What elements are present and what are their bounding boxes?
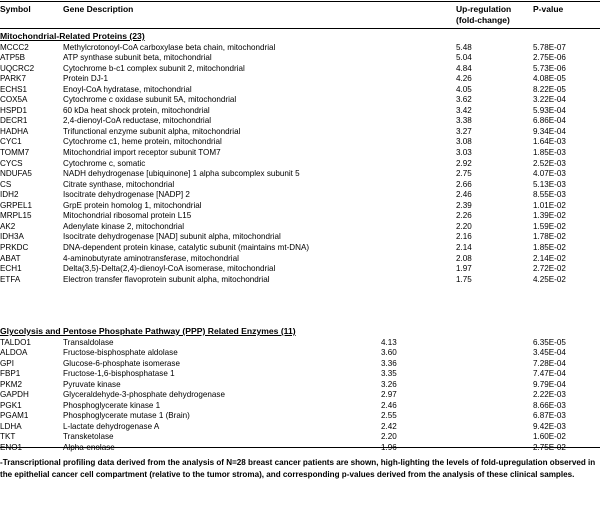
gene-symbol: IDH3A <box>0 232 24 242</box>
table-row <box>0 137 600 148</box>
gene-symbol: MCCC2 <box>0 42 29 52</box>
gene-description: Glucose-6-phosphate isomerase <box>63 358 180 368</box>
gene-description: Glyceraldehyde-3-phosphate dehydrogenase <box>63 390 225 400</box>
gene-symbol: ENO1 <box>0 443 23 452</box>
p-value: 9.34E-04 <box>533 126 566 136</box>
p-value: 2.72E-02 <box>533 264 566 274</box>
gene-description: Pyruvate kinase <box>63 379 121 389</box>
fold-change-value: 2.42 <box>381 421 397 431</box>
gene-description: 60 kDa heat shock protein, mitochondrial <box>63 105 210 115</box>
fold-change-value: 2.16 <box>456 232 472 242</box>
p-value: 1.85E-02 <box>533 242 566 252</box>
top-rule <box>0 1 600 2</box>
fold-change-value: 3.42 <box>456 105 472 115</box>
p-value: 4.25E-02 <box>533 274 566 284</box>
p-value: 9.79E-04 <box>533 379 566 389</box>
gene-symbol: DECR1 <box>0 116 28 126</box>
p-value: 4.08E-05 <box>533 74 566 84</box>
gene-symbol: PGK1 <box>0 400 22 410</box>
gene-symbol: ECH1 <box>0 264 22 274</box>
table-row <box>0 232 600 243</box>
gene-symbol: PGAM1 <box>0 411 29 421</box>
gene-description: Mitochondrial import receptor subunit TOM7 <box>63 148 221 157</box>
p-value: 8.66E-03 <box>533 400 566 410</box>
table-row <box>0 401 600 412</box>
gene-description: Fructose-bisphosphate aldolase <box>63 348 178 358</box>
table-row <box>0 390 600 401</box>
gene-description: Trifunctional enzyme subunit alpha, mitochondrial <box>63 126 241 136</box>
fold-change-value: 1.75 <box>456 274 472 284</box>
p-value: 1.78E-02 <box>533 232 566 242</box>
table-row <box>0 116 600 127</box>
table-row <box>0 222 600 233</box>
fold-change-value: 2.14 <box>456 242 472 252</box>
header-pvalue: P-value <box>533 4 564 14</box>
gene-symbol: CS <box>0 179 12 189</box>
p-value: 1.60E-02 <box>533 432 566 442</box>
table-row <box>0 95 600 106</box>
table-row <box>0 348 600 359</box>
p-value: 7.28E-04 <box>533 358 566 368</box>
fold-change-value: 2.75 <box>456 169 472 179</box>
table-row <box>0 411 600 422</box>
gene-description: Methylcrotonoyl-CoA carboxylase beta chain, mitochondrial <box>63 42 276 52</box>
header-rule <box>0 28 600 29</box>
bottom-rule <box>0 447 600 448</box>
gene-description: Alpha-enolase <box>63 443 115 452</box>
p-value: 5.13E-03 <box>533 179 566 189</box>
fold-change-value: 2.55 <box>381 411 397 421</box>
p-value: 5.73E-06 <box>533 63 566 73</box>
table-row <box>0 43 600 54</box>
fold-change-value: 3.36 <box>381 358 397 368</box>
fold-change-value: 2.97 <box>381 390 397 400</box>
gene-description: Adenylate kinase 2, mitochondrial <box>63 221 185 231</box>
gene-symbol: IDH2 <box>0 190 19 200</box>
fold-change-value: 3.08 <box>456 137 472 147</box>
p-value: 1.85E-03 <box>533 148 566 157</box>
gene-symbol: ABAT <box>0 253 21 263</box>
p-value: 8.55E-03 <box>533 190 566 200</box>
gene-description: Isocitrate dehydrogenase [NAD] subunit alpha, mitochondrial <box>63 232 281 242</box>
gene-description: Citrate synthase, mitochondrial <box>63 179 175 189</box>
gene-description: Mitochondrial ribosomal protein L15 <box>63 211 192 221</box>
gene-description: Cytochrome c oxidase subunit 5A, mitochondrial <box>63 95 237 105</box>
table-row <box>0 443 600 454</box>
p-value: 2.22E-03 <box>533 390 566 400</box>
p-value: 2.14E-02 <box>533 253 566 263</box>
table-row <box>0 275 600 286</box>
table-row <box>0 201 600 212</box>
table-row <box>0 254 600 265</box>
header-upregulation <box>456 4 511 26</box>
fold-change-value: 3.03 <box>456 148 472 157</box>
fold-change-value: 2.92 <box>456 158 472 168</box>
table-row <box>0 85 600 96</box>
gene-symbol: CYCS <box>0 158 23 168</box>
table-row <box>0 359 600 370</box>
gene-symbol: UQCRC2 <box>0 63 35 73</box>
p-value: 2.75E-06 <box>533 53 566 63</box>
gene-description: Isocitrate dehydrogenase [NADP] 2 <box>63 190 190 200</box>
p-value: 1.64E-03 <box>533 137 566 147</box>
gene-description: Cytochrome c1, heme protein, mitochondrial <box>63 137 222 147</box>
fold-change-value: 1.96 <box>381 443 397 452</box>
gene-description: NADH dehydrogenase [ubiquinone] 1 alpha subcomplex subunit 5 <box>63 169 300 179</box>
gene-symbol: LDHA <box>0 421 22 431</box>
fold-change-value: 3.60 <box>381 348 397 358</box>
table-row <box>0 422 600 433</box>
gene-symbol: TKT <box>0 432 16 442</box>
fold-change-value: 3.35 <box>381 369 397 379</box>
p-value: 3.22E-04 <box>533 95 566 105</box>
gene-description: Enoyl-CoA hydratase, mitochondrial <box>63 84 192 94</box>
table-row <box>0 106 600 117</box>
gene-description: DNA-dependent protein kinase, catalytic subunit (maintains mt-DNA) <box>63 242 310 252</box>
fold-change-value: 2.66 <box>456 179 472 189</box>
section-title-glycolysis: Glycolysis and Pentose Phosphate Pathway (PPP) Related Enzymes (11) <box>0 326 296 336</box>
fold-change-value: 5.04 <box>456 53 472 63</box>
gene-symbol: CYC1 <box>0 137 22 147</box>
gene-description: ATP synthase subunit beta, mitochondrial <box>63 53 212 63</box>
table-row <box>0 369 600 380</box>
p-value: 9.42E-03 <box>533 421 566 431</box>
header-upregulation-line2: (fold-change) <box>456 15 510 25</box>
gene-symbol: GPI <box>0 358 14 368</box>
gene-symbol: AK2 <box>0 221 16 231</box>
table-row <box>0 190 600 201</box>
p-value: 2.75E-02 <box>533 443 566 452</box>
p-value: 8.22E-05 <box>533 84 566 94</box>
table-row <box>0 74 600 85</box>
gene-symbol: FBP1 <box>0 369 21 379</box>
fold-change-value: 2.46 <box>456 190 472 200</box>
gene-description: Phosphoglycerate mutase 1 (Brain) <box>63 411 190 421</box>
gene-description: Transaldolase <box>63 337 114 347</box>
p-value: 3.45E-04 <box>533 348 566 358</box>
table-row <box>0 127 600 138</box>
p-value: 5.78E-07 <box>533 42 566 52</box>
gene-symbol: NDUFA5 <box>0 169 32 179</box>
fold-change-value: 5.48 <box>456 42 472 52</box>
section-title-mitochondrial: Mitochondrial-Related Proteins (23) <box>0 31 145 41</box>
gene-description: Fructose-1,6-bisphosphatase 1 <box>63 369 175 379</box>
gene-symbol: PKM2 <box>0 379 23 389</box>
gene-description: Delta(3,5)-Delta(2,4)-dienoyl-CoA isomerase, mitochondrial <box>63 264 276 274</box>
table-row <box>0 169 600 180</box>
fold-change-value: 3.38 <box>456 116 472 126</box>
gene-description: Protein DJ-1 <box>63 74 108 84</box>
gene-symbol: PRKDC <box>0 242 29 252</box>
table-row <box>0 338 600 349</box>
header-upregulation-line1: Up-regulation <box>456 4 512 14</box>
p-value: 6.86E-04 <box>533 116 566 126</box>
gene-symbol: HADHA <box>0 126 29 136</box>
fold-change-value: 2.46 <box>381 400 397 410</box>
table-row <box>0 380 600 391</box>
gene-symbol: ATP5B <box>0 53 26 63</box>
gene-symbol: PARK7 <box>0 74 26 84</box>
p-value: 1.59E-02 <box>533 221 566 231</box>
fold-change-value: 3.26 <box>381 379 397 389</box>
fold-change-value: 4.84 <box>456 63 472 73</box>
table-row <box>0 64 600 75</box>
header-description: Gene Description <box>63 4 134 14</box>
p-value: 4.07E-03 <box>533 169 566 179</box>
header-symbol: Symbol <box>0 4 31 14</box>
gene-symbol: TALDO1 <box>0 337 31 347</box>
fold-change-value: 3.27 <box>456 126 472 136</box>
gene-symbol: TOMM7 <box>0 148 30 157</box>
gene-description: Cytochrome b-c1 complex subunit 2, mitochondrial <box>63 63 245 73</box>
gene-description: GrpE protein homolog 1, mitochondrial <box>63 200 202 210</box>
gene-symbol: ECHS1 <box>0 84 27 94</box>
fold-change-value: 1.97 <box>456 264 472 274</box>
table-row <box>0 432 600 443</box>
fold-change-value: 2.26 <box>456 211 472 221</box>
table-row <box>0 243 600 254</box>
p-value: 1.01E-02 <box>533 200 566 210</box>
fold-change-value: 2.08 <box>456 253 472 263</box>
table-row <box>0 148 600 159</box>
gene-description: 4-aminobutyrate aminotransferase, mitochondrial <box>63 253 239 263</box>
p-value: 6.35E-05 <box>533 337 566 347</box>
gene-symbol: GRPEL1 <box>0 200 32 210</box>
fold-change-value: 2.39 <box>456 200 472 210</box>
gene-symbol: COX5A <box>0 95 28 105</box>
table-row <box>0 180 600 191</box>
table-row <box>0 211 600 222</box>
fold-change-value: 3.62 <box>456 95 472 105</box>
footnote: -Transcriptional profiling data derived from the analysis of N=28 breast cancer patients are shown, high-lighting the levels of fold-upregulation observed in the epithelial cancer cell compartment (relative to the tumor stroma), and corresponding p-values derived from the analysis of these clinical samples. <box>0 458 596 479</box>
gene-description: Electron transfer flavoprotein subunit alpha, mitochondrial <box>63 274 270 284</box>
table-row <box>0 53 600 64</box>
fold-change-value: 4.05 <box>456 84 472 94</box>
gene-symbol: HSPD1 <box>0 105 27 115</box>
gene-description: L-lactate dehydrogenase A <box>63 421 160 431</box>
gene-symbol: ALDOA <box>0 348 28 358</box>
p-value: 5.93E-04 <box>533 105 566 115</box>
fold-change-value: 4.26 <box>456 74 472 84</box>
gene-symbol: GAPDH <box>0 390 29 400</box>
gene-symbol: MRPL15 <box>0 211 32 221</box>
table-row <box>0 159 600 170</box>
p-value: 6.87E-03 <box>533 411 566 421</box>
gene-description: Phosphoglycerate kinase 1 <box>63 400 161 410</box>
p-value: 2.52E-03 <box>533 158 566 168</box>
fold-change-value: 2.20 <box>456 221 472 231</box>
fold-change-value: 2.20 <box>381 432 397 442</box>
gene-description: 2,4-dienoyl-CoA reductase, mitochondrial <box>63 116 212 126</box>
gene-description: Transketolase <box>63 432 114 442</box>
p-value: 7.47E-04 <box>533 369 566 379</box>
fold-change-value: 4.13 <box>381 337 397 347</box>
gene-symbol: ETFA <box>0 274 21 284</box>
table-row <box>0 264 600 275</box>
gene-description: Cytochrome c, somatic <box>63 158 146 168</box>
p-value: 1.39E-02 <box>533 211 566 221</box>
